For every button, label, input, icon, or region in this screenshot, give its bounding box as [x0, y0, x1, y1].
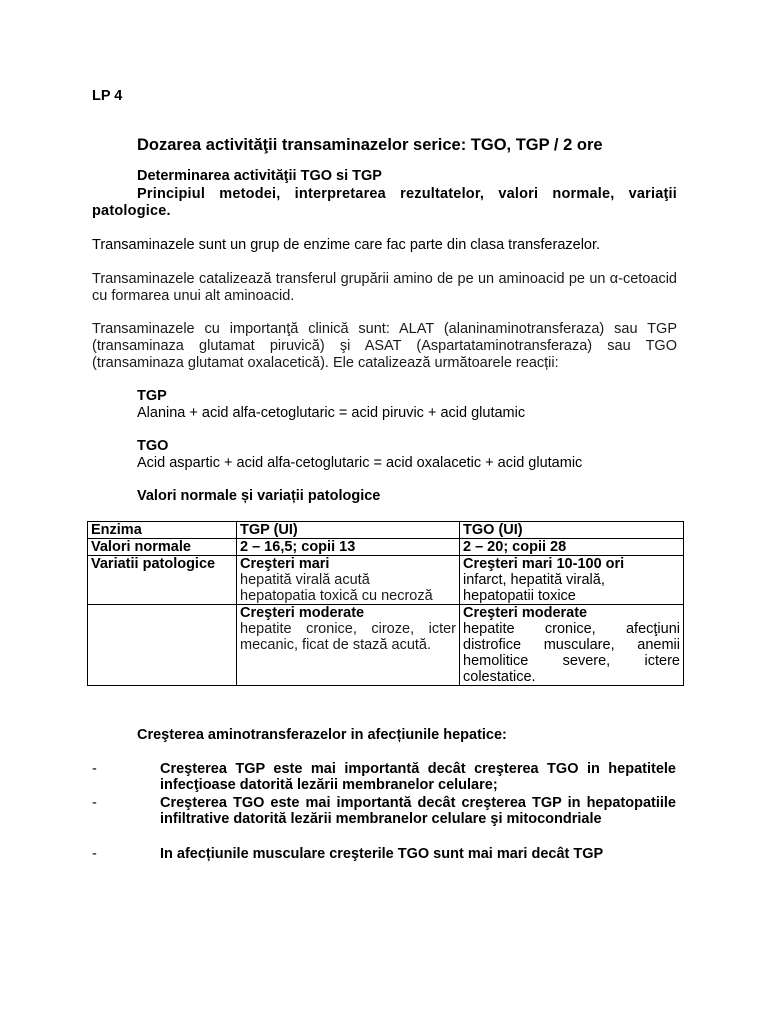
tgp-reaction: Alanina + acid alfa-cetoglutaric = acid piruvic + acid glutamic	[137, 405, 526, 421]
list-dash: -	[92, 846, 97, 862]
tgp-moderate-heading: Creşteri moderate	[240, 605, 365, 621]
subtitle-principle: Principiul metodei, interpretarea rezultatelor, valori normale, variaţii patologice.	[92, 186, 677, 219]
lesson-number: LP 4	[92, 88, 123, 104]
row-label-variations: Variatii patologice	[88, 556, 237, 605]
paragraph-definition: Transaminazele sunt un grup de enzime care fac parte din clasa transferazelor.	[92, 237, 601, 253]
hepatic-heading: Creşterea aminotransferazelor in afecțiunile hepatice:	[137, 727, 507, 743]
tgo-moderate-text: hepatite cronice, afecţiuni distrofice musculare, anemii hemolitice severe, ictere colestatice.	[463, 621, 680, 685]
cell-tgp-moderate	[237, 605, 460, 686]
values-table	[87, 521, 684, 686]
tgo-reaction: Acid aspartic + acid alfa-cetoglutaric = acid oxalacetic + acid glutamic	[137, 455, 583, 471]
table-header-tgp: TGP (UI)	[237, 522, 460, 539]
list-item: Creşterea TGO este mai importantă decât creşterea TGP in hepatopatiile infiltrative datorită lezării membranelor celulare şi mitocondriale	[160, 795, 676, 827]
tgp-heading: TGP	[137, 388, 167, 404]
row-label-empty	[88, 605, 237, 686]
tgp-high-heading: Creşteri mari	[240, 556, 330, 572]
subtitle-determination: Determinarea activităţii TGO si TGP	[137, 168, 382, 184]
table-row	[88, 539, 684, 556]
tgp-moderate-text: hepatite cronice, ciroze, icter mecanic, ficat de stază acută.	[240, 621, 456, 653]
table-row	[88, 556, 684, 605]
cell-tgo-moderate	[460, 605, 684, 686]
table-header-tgo: TGO (UI)	[460, 522, 684, 539]
row-label-normal: Valori normale	[88, 539, 237, 556]
tgo-heading: TGO	[137, 438, 169, 454]
table-header-enzyme: Enzima	[88, 522, 237, 539]
cell-tgo-high	[460, 556, 684, 605]
paragraph-clinical: Transaminazele cu importanţă clinică sunt: ALAT (alaninaminotransferaza) sau TGP (transaminaza glutamat piruvică) şi ASAT (Aspartataminotransferaza) sau TGO (transaminaza glutamat oxalacetică). Ele catalizează următoarele reacții:	[92, 321, 677, 371]
list-dash: -	[92, 795, 97, 811]
tgo-high-heading: Creşteri mari 10-100 ori	[463, 556, 625, 572]
page-title: Dozarea activităţii transaminazelor serice: TGO, TGP / 2 ore	[137, 136, 603, 154]
cell-tgp-high	[237, 556, 460, 605]
list-dash: -	[92, 761, 97, 777]
tgo-moderate-heading: Creşteri moderate	[463, 605, 588, 621]
cell-tgp-normal: 2 – 16,5; copii 13	[237, 539, 460, 556]
tgo-high-line2: hepatopatii toxice	[463, 588, 576, 604]
tgp-high-line2: hepatopatia toxică cu necroză	[240, 588, 433, 604]
tgp-high-line1: hepatită virală acută	[240, 572, 370, 588]
list-item: Creşterea TGP este mai importantă decât creşterea TGO in hepatitele infecţioase datorită lezării membranelor celulare;	[160, 761, 676, 793]
paragraph-catalysis: Transaminazele catalizează transferul grupării amino de pe un aminoacid pe un α-cetoacid cu formarea unui alt aminoacid.	[92, 271, 677, 304]
table-row	[88, 522, 684, 539]
list-item: In afecțiunile musculare creşterile TGO sunt mai mari decât TGP	[160, 846, 604, 862]
table-row	[88, 605, 684, 686]
tgo-high-line1: infarct, hepatită virală,	[463, 572, 605, 588]
values-heading: Valori normale și variații patologice	[137, 488, 381, 504]
cell-tgo-normal: 2 – 20; copii 28	[460, 539, 684, 556]
